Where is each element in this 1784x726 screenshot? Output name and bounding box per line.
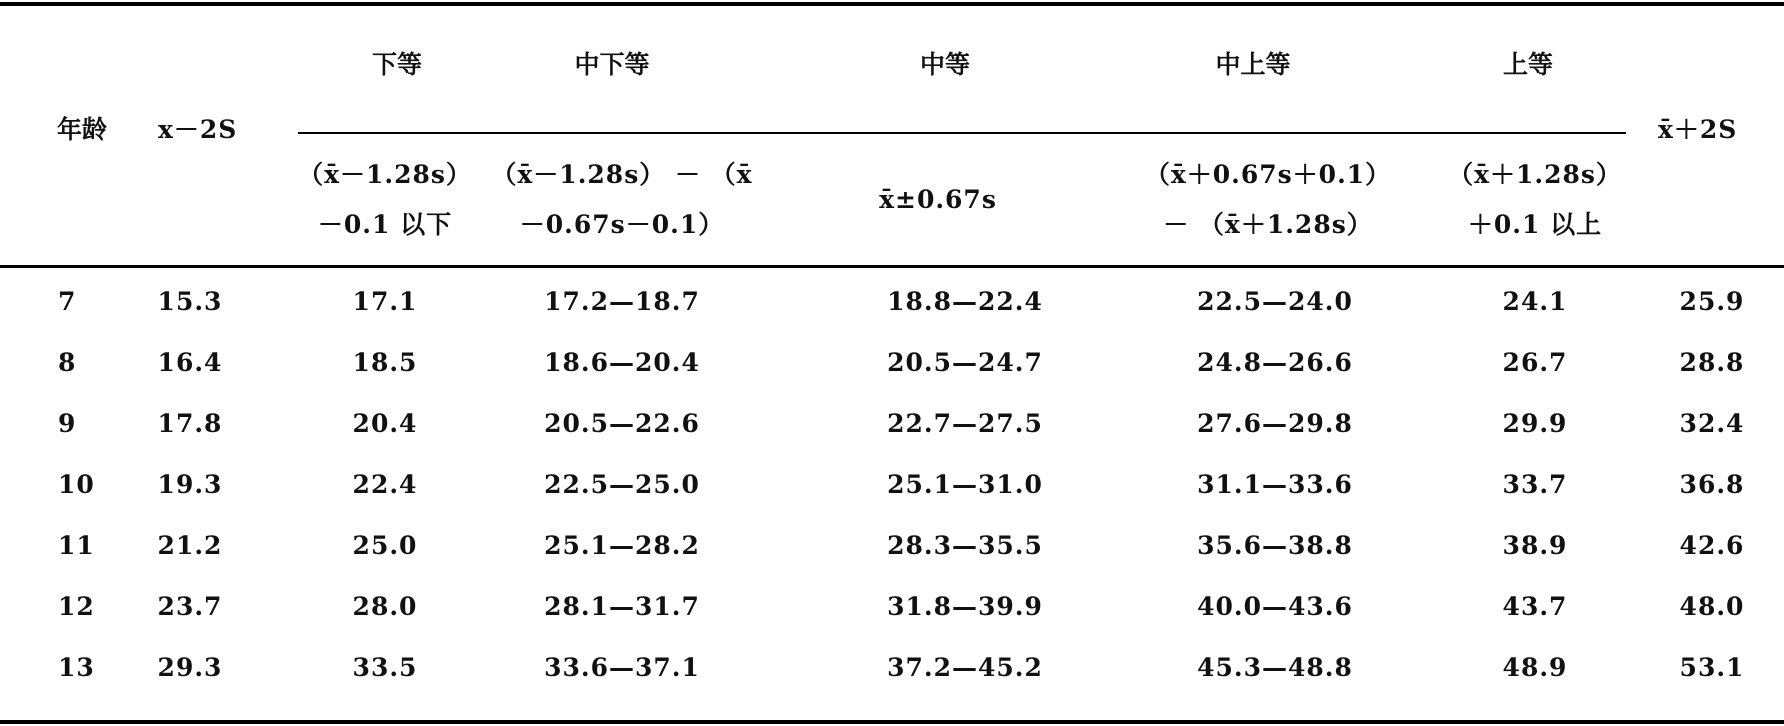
cell-age: 12 xyxy=(58,592,95,621)
table-row xyxy=(0,348,1784,388)
table-row xyxy=(0,470,1784,510)
cell-high: 43.7 xyxy=(1502,592,1568,621)
cell-x-minus-2s: 29.3 xyxy=(157,653,223,682)
header-bottom-rule xyxy=(0,265,1784,268)
grade-title-high: 上等 xyxy=(1502,50,1554,79)
cell-x-minus-2s: 17.8 xyxy=(157,409,223,438)
grade-group-rule xyxy=(298,132,1626,134)
cell-age: 9 xyxy=(58,409,77,438)
grade-midhigh-line1: （x̄＋0.67s＋0.1） xyxy=(1144,160,1392,189)
cell-midhigh: 35.6—38.8 xyxy=(1197,531,1353,560)
cell-midhigh: 31.1—33.6 xyxy=(1197,470,1353,499)
cell-age: 11 xyxy=(58,531,95,560)
cell-low: 17.1 xyxy=(352,287,418,316)
cell-x-minus-2s: 21.2 xyxy=(157,531,223,560)
cell-midhigh: 22.5—24.0 xyxy=(1197,287,1353,316)
cell-midlow: 22.5—25.0 xyxy=(544,470,700,499)
grade-title-low: 下等 xyxy=(371,50,423,79)
table-row xyxy=(0,287,1784,327)
header-age: 年龄 xyxy=(57,115,108,144)
cell-midhigh: 27.6—29.8 xyxy=(1197,409,1353,438)
cell-x-plus-2s: 36.8 xyxy=(1679,470,1745,499)
table-row xyxy=(0,592,1784,632)
cell-age: 7 xyxy=(58,287,77,316)
cell-x-minus-2s: 15.3 xyxy=(157,287,223,316)
table-row xyxy=(0,409,1784,449)
cell-mid: 20.5—24.7 xyxy=(887,348,1043,377)
cell-x-plus-2s: 25.9 xyxy=(1679,287,1745,316)
cell-age: 10 xyxy=(58,470,95,499)
cell-x-minus-2s: 16.4 xyxy=(157,348,223,377)
cell-mid: 31.8—39.9 xyxy=(887,592,1043,621)
cell-midlow: 25.1—28.2 xyxy=(544,531,700,560)
grade-title-mid: 中等 xyxy=(919,50,971,79)
cell-low: 22.4 xyxy=(352,470,418,499)
header-x-minus-2s: x－2S xyxy=(158,115,238,144)
grade-midhigh-line2: － （x̄＋1.28s） xyxy=(1163,210,1373,239)
grade-title-midhigh: 中上等 xyxy=(1215,50,1291,79)
top-rule xyxy=(0,2,1784,6)
grade-title-midlow: 中下等 xyxy=(574,50,650,79)
cell-low: 25.0 xyxy=(352,531,418,560)
cell-x-plus-2s: 32.4 xyxy=(1679,409,1745,438)
cell-x-plus-2s: 48.0 xyxy=(1679,592,1745,621)
cell-mid: 37.2—45.2 xyxy=(887,653,1043,682)
cell-age: 13 xyxy=(58,653,95,682)
header-x-plus-2s: x̄＋2S xyxy=(1658,115,1738,144)
cell-high: 48.9 xyxy=(1502,653,1568,682)
table-row xyxy=(0,531,1784,571)
cell-mid: 28.3—35.5 xyxy=(887,531,1043,560)
cell-high: 26.7 xyxy=(1502,348,1568,377)
cell-mid: 22.7—27.5 xyxy=(887,409,1043,438)
cell-low: 18.5 xyxy=(352,348,418,377)
grade-mid-line1: x̄±0.67s xyxy=(879,185,997,214)
cell-high: 24.1 xyxy=(1502,287,1568,316)
cell-low: 33.5 xyxy=(352,653,418,682)
cell-midlow: 28.1—31.7 xyxy=(544,592,700,621)
table-row xyxy=(0,653,1784,693)
bottom-rule xyxy=(0,720,1784,724)
cell-midlow: 33.6—37.1 xyxy=(544,653,700,682)
grade-midlow-line1: （x̄－1.28s） － （x̄ xyxy=(491,160,753,189)
cell-mid: 18.8—22.4 xyxy=(887,287,1043,316)
cell-midlow: 20.5—22.6 xyxy=(544,409,700,438)
cell-x-plus-2s: 42.6 xyxy=(1679,531,1745,560)
cell-high: 29.9 xyxy=(1502,409,1568,438)
cell-mid: 25.1—31.0 xyxy=(887,470,1043,499)
cell-midlow: 17.2—18.7 xyxy=(544,287,700,316)
cell-high: 38.9 xyxy=(1502,531,1568,560)
cell-x-minus-2s: 23.7 xyxy=(157,592,223,621)
cell-midhigh: 40.0—43.6 xyxy=(1197,592,1353,621)
cell-x-plus-2s: 53.1 xyxy=(1679,653,1745,682)
cell-x-minus-2s: 19.3 xyxy=(157,470,223,499)
grade-high-line2: ＋0.1 以上 xyxy=(1467,210,1603,239)
cell-low: 28.0 xyxy=(352,592,418,621)
grade-low-line1: （x̄－1.28s） xyxy=(298,160,472,189)
cell-midlow: 18.6—20.4 xyxy=(544,348,700,377)
cell-midhigh: 24.8—26.6 xyxy=(1197,348,1353,377)
cell-high: 33.7 xyxy=(1502,470,1568,499)
cell-age: 8 xyxy=(58,348,77,377)
grade-low-line2: －0.1 以下 xyxy=(317,210,453,239)
grade-high-line1: （x̄＋1.28s） xyxy=(1448,160,1622,189)
cell-midhigh: 45.3—48.8 xyxy=(1197,653,1353,682)
cell-x-plus-2s: 28.8 xyxy=(1679,348,1745,377)
cell-low: 20.4 xyxy=(352,409,418,438)
grade-midlow-line2: －0.67s－0.1） xyxy=(519,210,725,239)
